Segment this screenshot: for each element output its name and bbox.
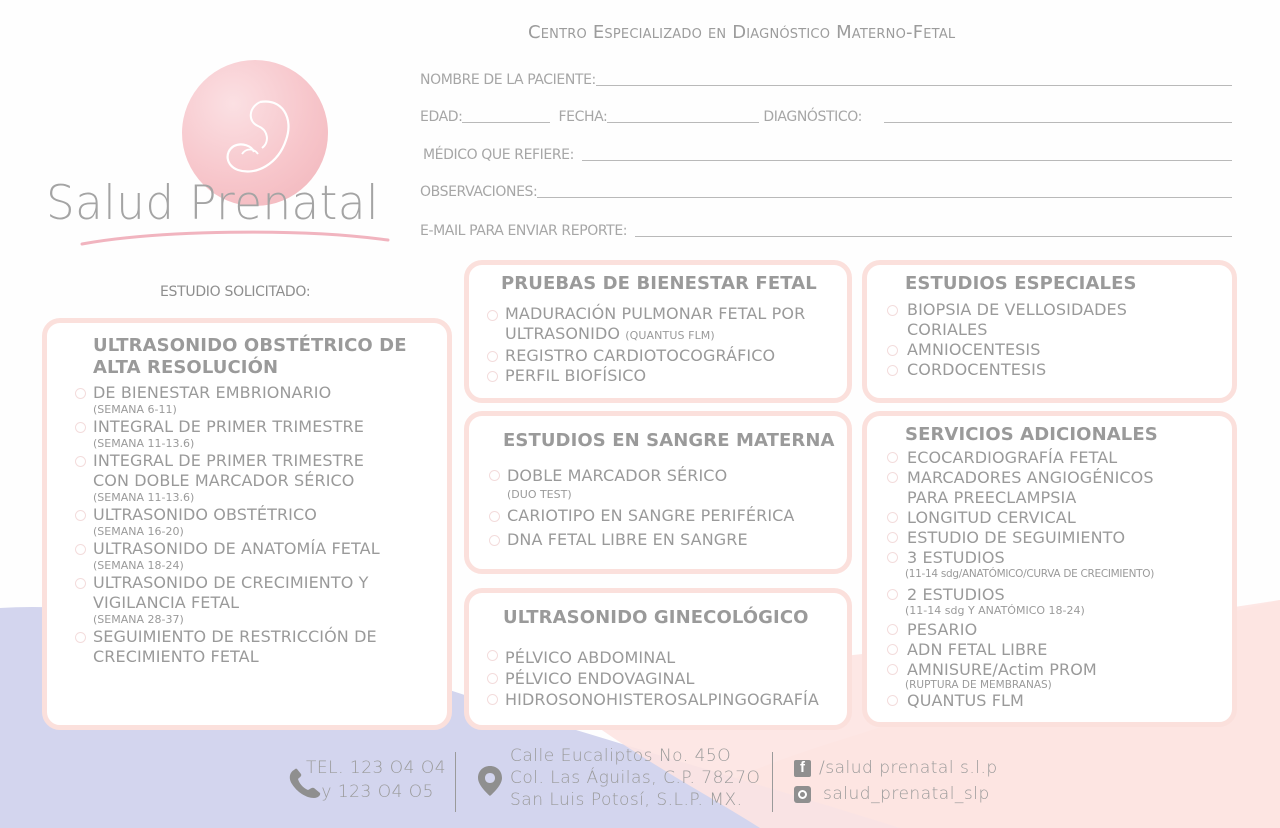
radio-circle[interactable] <box>489 535 500 546</box>
radio-circle[interactable] <box>489 511 500 522</box>
radio-circle[interactable] <box>75 578 86 589</box>
radio-circle[interactable] <box>489 470 500 481</box>
card-title: ULTRASONIDO OBSTÉTRICO DE ALTA RESOLUCIÓN <box>93 335 407 378</box>
option-fetal-anatomy[interactable]: ULTRASONIDO DE ANATOMÍA FETAL (SEMANA 18-24) <box>73 539 447 573</box>
card-title: ESTUDIOS EN SANGRE MATERNA <box>503 430 835 451</box>
email-field[interactable] <box>635 236 1232 237</box>
phone-line-1: TEL. 123 O4 O4 <box>306 758 447 778</box>
option-first-trimester[interactable]: INTEGRAL DE PRIMER TRIMESTRE (SEMANA 11-13.6) <box>73 417 447 451</box>
radio-circle[interactable] <box>75 544 86 555</box>
option-three-studies[interactable]: 3 ESTUDIOS (11-14 sdg/ANATÓMICO/CURVA DE CRECIMIENTO) <box>885 548 1232 581</box>
radio-circle[interactable] <box>887 664 898 675</box>
observations-row <box>420 180 1232 202</box>
option-quantus-flm[interactable]: QUANTUS FLM <box>885 691 1232 710</box>
card-obstetric-ultrasound <box>42 318 452 730</box>
option-karyotype[interactable]: CARIOTIPO EN SANGRE PERIFÉRICA <box>487 506 847 526</box>
option-double-marker[interactable]: DOBLE MARCADOR SÉRICO (DUO TEST) <box>487 466 847 502</box>
option-cell-free-dna[interactable]: ADN FETAL LIBRE <box>885 640 1232 660</box>
email-row <box>420 219 1232 241</box>
radio-circle[interactable] <box>887 452 898 463</box>
observations-field[interactable] <box>537 197 1232 198</box>
card-gynecologic-ultrasound <box>464 588 852 730</box>
patient-name-row <box>420 68 1232 90</box>
radio-circle[interactable] <box>487 351 498 362</box>
brand-name: Salud Prenatal <box>46 176 379 231</box>
card-title: ESTUDIOS ESPECIALES <box>905 273 1137 294</box>
observations-label: OBSERVACIONES: <box>420 184 538 200</box>
radio-circle[interactable] <box>487 650 498 661</box>
card-special-studies <box>862 260 1237 403</box>
option-first-trimester-double-marker[interactable]: INTEGRAL DE PRIMER TRIMESTRE CON DOBLE MARCADOR SÉRICO (SEMANA 11-13.6) <box>73 451 447 505</box>
radio-circle[interactable] <box>75 388 86 399</box>
option-growth-restriction-followup[interactable]: SEGUIMIENTO DE RESTRICCIÓN DE CRECIMIENTO FETAL <box>73 627 447 667</box>
card-fetal-wellbeing <box>464 260 852 403</box>
diagnosis-label: DIAGNÓSTICO: <box>763 109 862 125</box>
option-lung-maturation[interactable]: MADURACIÓN PULMONAR FETAL POR ULTRASONIDO (QUANTUS FLM) <box>485 304 847 346</box>
radio-circle[interactable] <box>887 695 898 706</box>
footer-divider <box>455 752 456 812</box>
option-two-studies[interactable]: 2 ESTUDIOS (11-14 sdg Y ANATÓMICO 18-24) <box>885 585 1232 618</box>
patient-name-label: NOMBRE DE LA PACIENTE: <box>420 72 596 88</box>
option-followup-study[interactable]: ESTUDIO DE SEGUIMIENTO <box>885 528 1232 548</box>
radio-circle[interactable] <box>487 371 498 382</box>
card-title: ULTRASONIDO GINECOLÓGICO <box>503 607 809 628</box>
patient-name-field[interactable] <box>596 85 1232 86</box>
option-obstetric-ultrasound[interactable]: ULTRASONIDO OBSTÉTRICO (SEMANA 16-20) <box>73 505 447 539</box>
referring-doctor-row <box>420 143 1232 165</box>
option-cell-free-dna[interactable]: DNA FETAL LIBRE EN SANGRE <box>487 530 847 550</box>
radio-circle[interactable] <box>887 365 898 376</box>
option-pessary[interactable]: PESARIO <box>885 620 1232 640</box>
radio-circle[interactable] <box>887 472 898 483</box>
radio-circle[interactable] <box>887 532 898 543</box>
radio-circle[interactable] <box>887 624 898 635</box>
option-embryonic-wellbeing[interactable]: DE BIENESTAR EMBRIONARIO (SEMANA 6-11) <box>73 383 447 417</box>
radio-circle[interactable] <box>887 305 898 316</box>
radio-circle[interactable] <box>75 456 86 467</box>
radio-circle[interactable] <box>487 673 498 684</box>
age-field[interactable] <box>462 122 550 123</box>
clinic-title: Centro Especializado en Diagnóstico Materno-Fetal <box>528 22 956 43</box>
radio-circle[interactable] <box>887 512 898 523</box>
card-title: SERVICIOS ADICIONALES <box>905 424 1158 445</box>
location-pin-icon <box>478 766 502 796</box>
age-date-diagnosis-row <box>420 105 1232 127</box>
radio-circle[interactable] <box>887 589 898 600</box>
radio-circle[interactable] <box>75 510 86 521</box>
date-label: FECHA: <box>558 109 608 125</box>
address-line-1: Calle Eucaliptos No. 45O <box>510 746 732 766</box>
option-hysterosalpingography[interactable]: HIDROSONOHISTEROSALPINGOGRAFÍA <box>485 689 847 710</box>
radio-circle[interactable] <box>487 310 498 321</box>
option-amniocentesis[interactable]: AMNIOCENTESIS <box>885 340 1232 360</box>
card-title: PRUEBAS DE BIENESTAR FETAL <box>501 273 817 294</box>
card-maternal-blood <box>464 411 852 574</box>
date-field[interactable] <box>607 122 759 123</box>
logo-swoosh <box>80 228 392 250</box>
radio-circle[interactable] <box>487 694 498 705</box>
radio-circle[interactable] <box>887 644 898 655</box>
option-cordocentesis[interactable]: CORDOCENTESIS <box>885 360 1232 380</box>
facebook-icon: f <box>794 760 811 777</box>
option-biophysical-profile[interactable]: PERFIL BIOFÍSICO <box>485 366 847 386</box>
address-line-2: Col. Las Águilas, C.P. 7827O <box>510 768 761 788</box>
footer-divider <box>772 752 773 812</box>
option-fetal-echocardiography[interactable]: ECOCARDIOGRAFÍA FETAL <box>885 448 1232 468</box>
instagram-icon <box>794 786 811 803</box>
study-requested-label: ESTUDIO SOLICITADO: <box>160 284 311 300</box>
instagram-handle[interactable]: salud_prenatal_slp <box>823 784 990 804</box>
option-growth-surveillance[interactable]: ULTRASONIDO DE CRECIMIENTO Y VIGILANCIA FETAL (SEMANA 28-37) <box>73 573 447 627</box>
option-amnisure[interactable]: AMNISURE/Actim PROM (RUPTURA DE MEMBRANAS) <box>885 660 1232 691</box>
option-cervical-length[interactable]: LONGITUD CERVICAL <box>885 508 1232 528</box>
radio-circle[interactable] <box>75 422 86 433</box>
email-label: E-MAIL PARA ENVIAR REPORTE: <box>420 223 628 239</box>
option-pelvic-endovaginal[interactable]: PÉLVICO ENDOVAGINAL <box>485 668 847 689</box>
option-pelvic-abdominal[interactable]: PÉLVICO ABDOMINAL <box>485 647 847 668</box>
referring-doctor-field[interactable] <box>582 160 1232 161</box>
card-additional-services <box>862 411 1237 727</box>
address-line-3: San Luis Potosí, S.L.P. MX. <box>510 790 743 810</box>
phone-line-2: y 123 O4 O5 <box>321 782 434 802</box>
option-angiogenic-markers[interactable]: MARCADORES ANGIOGÉNICOS PARA PREECLAMPSIA <box>885 468 1232 508</box>
age-label: EDAD: <box>420 109 463 125</box>
option-cardiotocography[interactable]: REGISTRO CARDIOTOCOGRÁFICO <box>485 346 847 366</box>
option-chorionic-villus-biopsy[interactable]: BIOPSIA DE VELLOSIDADES CORIALES <box>885 300 1232 340</box>
radio-circle[interactable] <box>887 345 898 356</box>
diagnosis-field[interactable] <box>884 122 1232 123</box>
radio-circle[interactable] <box>887 552 898 563</box>
facebook-handle[interactable]: /salud prenatal s.l.p <box>819 758 998 778</box>
referring-doctor-label: MÉDICO QUE REFIERE: <box>423 147 574 163</box>
radio-circle[interactable] <box>75 632 86 643</box>
salud-prenatal-logo <box>40 28 400 253</box>
